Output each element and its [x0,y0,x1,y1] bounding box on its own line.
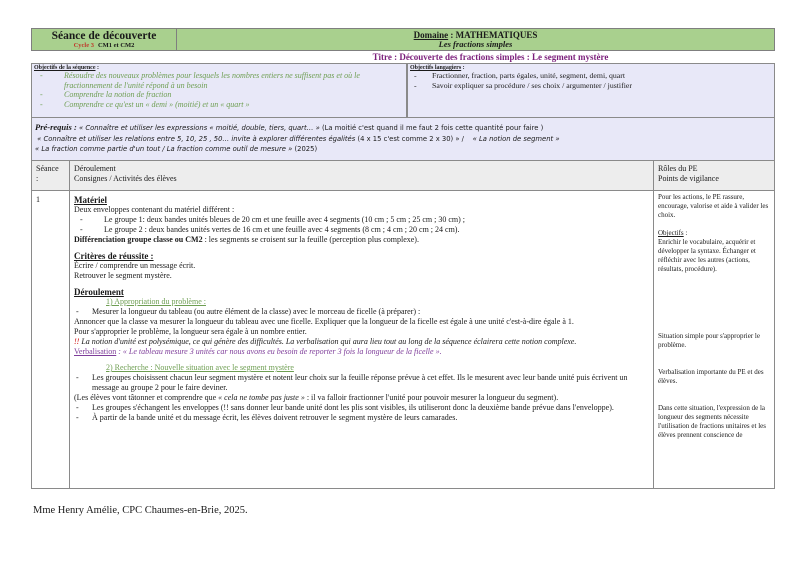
list-item: - À partir de la bande unité et du message écrit, les élèves doivent retrouver le segment mystère de leurs camarades. [74,413,649,423]
list-item: Écrire / comprendre un message écrit. [74,261,196,270]
page-title: Titre : Découverte des fractions simples : Le segment mystère [372,52,609,62]
prerequisite-text: « Connaître et utiliser les expressions « moitié, double, tiers, quart… » [78,124,320,132]
list-item: - Le groupe 2 : deux bandes unités vertes de 16 cm et une feuille avec 4 segments (8 cm ; 4 cm ; 20 cm ; 24 cm). [74,225,649,235]
prerequisite-text: « La notion de segment » [472,134,560,143]
column-header-roles: Rôles du PE [658,164,698,173]
subdomain: Les fractions simples [438,39,513,49]
step-1-text: Annoncer que la classe va mesurer la longueur du tableau avec une ficelle. Expliquer que la longueur de la ficelle est égale à une unité c'est-à-dire égale à 1. [74,317,574,326]
domain-cell [177,29,774,50]
domain-label: Domaine [413,30,449,40]
prerequisite-text: (2025) [294,145,318,153]
step-2-heading: 2) Recherche : Nouvelle situation avec le segment mystère [106,363,294,372]
step-1-heading: 1) Appropriation du problème : [106,297,206,306]
list-item: - Fractionner, fraction, parts égales, unité, segment, demi, quart [410,71,772,81]
list-item: Retrouver le segment mystère. [74,271,172,280]
verbalisation-label: Verbalisation [74,347,117,356]
prerequisite-text: (La moitié c'est quand il me faut 2 fois cette quantité pour faire ) [321,124,544,132]
prerequisites-section [31,118,775,161]
author-footer: Mme Henry Amélie, CPC Chaumes-en-Brie, 2025. [33,505,248,516]
role-note: Situation simple pour s'approprier le problème. [658,332,760,349]
objectifs-label: Objectifs [658,229,684,237]
warning-text: La notion d'unité est polysémique, ce qui génère des difficultés. La verbalisation qui aura lieu tout au long de la séquence éclairera cette notion complexe. [79,337,577,346]
step-2-quote: « cela ne tombe pas juste » [218,393,305,402]
list-item: - Les groupes s'échangent les enveloppes (!! sans donner leur bande unité dont les plis sont visibles, ils utiliseront donc la deuxième bande prévue dans l'enveloppe). [74,403,649,413]
session-title: Séance de découverte [51,30,157,42]
prerequisite-text: « La fraction comme partie d'un tout / La fraction comme outil de mesure » [35,145,293,153]
verbalisation-text: : « Le tableau mesure 3 unités car nous avons eu besoin de reporter 3 fois la longueur de la ficelle ». [116,347,442,356]
role-note: Verbalisation importante du PE et des élèves. [658,368,764,385]
differenciation-text: : les segments se croisent sur la feuille (perception plus complexe). [202,235,419,244]
lesson-plan-page [31,28,775,489]
domain-value: : MATHEMATIQUES [448,30,538,40]
column-header-deroulement: Déroulement [74,164,116,173]
list-item: - Comprendre ce qu'est un « demi » (moitié) et un « quart » [34,100,404,110]
objectives-section [31,63,775,118]
column-header-consignes: Consignes / Activités des élèves [74,174,177,183]
session-title-cell [32,29,177,50]
column-header-vigilance: Points de vigilance [658,174,719,183]
sequence-objectives-list [34,71,404,109]
prerequisite-text: (4 x 15 c'est comme 2 x 30) » / [357,134,464,143]
criteres-heading: Critères de réussite : [74,251,154,261]
deroulement-cell [70,191,654,488]
list-item: - Les groupes choisissent chacun leur segment mystère et notent leur choix sur la feuille réponse prévue à cet effet. Ils le mesurent avec leur bande unité puis écrivent un message au groupe 2 pour le faire deviner. [74,373,649,393]
table-header-row [32,161,774,191]
column-header-seance-colon: : [36,174,39,183]
deroulement-heading: Déroulement [74,287,124,297]
list-item: - Le groupe 1: deux bandes unités bleues de 20 cm et une feuille avec 4 segments (10 cm ; 5 cm ; 25 cm ; 30 cm) ; [74,215,649,225]
prerequisite-text: « Connaître et utiliser les relations entre 5, 10, 25 , 50… invite à explorer différentes égalités [37,134,356,143]
role-note: Enrichir le vocabulaire, acquérir et développer la syntaxe. Échanger et réfléchir avec les autres (actions, résultats, procédure). [658,238,756,273]
sequence-objectives: Objectifs de la séquence : - Résoudre des nouveaux problèmes pour lesquels les nombres entiers ne suffisent pas et où le fractionnement de l'unité répond à un besoin - Comprendre la notion de fraction - Comprendre ce qu'est un « demi » (moitié) et un « quart » [32,64,408,117]
sequence-objectives-label: Objectifs de la séquence [34,65,96,71]
materiel-intro: Deux enveloppes contenant du matériel différent : [74,205,235,214]
list-item: - Résoudre des nouveaux problèmes pour lesquels les nombres entiers ne suffisent pas et où le fractionnement de l'unité répond à un besoin [34,71,404,90]
prerequisites-label: Pré-requis : [35,122,77,132]
language-objectives-label: Objectifs langagiers [410,65,462,71]
cycle-label: Cycle 3 [73,41,94,49]
differenciation-label: Différenciation groupe classe ou CM2 [74,235,203,244]
list-item: - Savoir expliquer sa procédure / ses choix / argumenter / justifier [410,81,772,91]
language-objectives: Objectifs langagiers : - Fractionner, fraction, parts égales, unité, segment, demi, quart - Savoir expliquer sa procédure / ses choix / argumenter / justifier [408,64,774,117]
table-row [32,191,774,488]
roles-cell: Pour les actions, le PE rassure, encourage, valorise et aide à valider les choix. Objectifs : Enrichir le vocabulaire, acquérir et développer la syntaxe. Échanger et réfléchir avec les autres (actions, résultats, procédure). Situation simple pour s'approprier le problème. Verbalisation importante du PE et des élèves. Dans cette situation, l'expression de la longueur des segments nécessite l'utilisation de fractions unitaires et les élèves prennent conscience de [658,193,769,439]
role-note: Dans cette situation, l'expression de la longueur des segments nécessite l'utilisation de fractions unitaires et les élèves prennent conscience de [658,404,766,439]
step-2-text: (Les élèves vont tâtonner et comprendre que [74,393,219,402]
language-objectives-list [410,71,772,90]
session-table [31,161,775,489]
role-note: Pour les actions, le PE rassure, encourage, valorise et aide à valider les choix. [658,193,769,219]
step-1-text: Pour s'approprier le problème, la longueur sera égale à un nombre entier. [74,327,307,336]
header-bar [31,28,775,51]
page-title-row [31,51,775,63]
list-item: - Comprendre la notion de fraction [34,90,404,100]
classes-label: CM1 et CM2 [97,41,135,49]
step-2-text: : il va falloir fractionner l'unité pour pouvoir mesurer la longueur du segment). [304,393,559,402]
seance-number: 1 [32,191,70,488]
warning-mark: !! [74,337,80,346]
list-item: - Mesurer la longueur du tableau (ou autre élément de la classe) avec le morceau de ficelle (à préparer) : [74,307,649,317]
column-header-seance: Séance [36,164,59,173]
materiel-heading: Matériel [74,195,107,205]
